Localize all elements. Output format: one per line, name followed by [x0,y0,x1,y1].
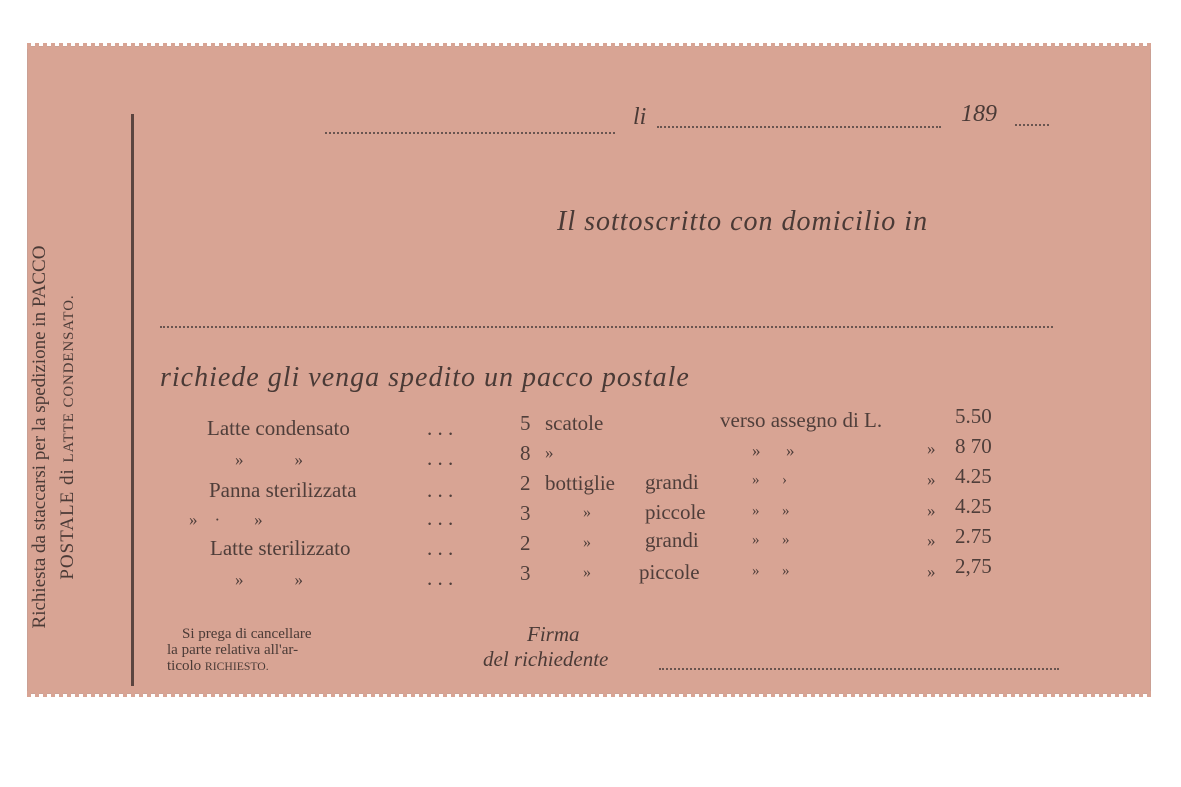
row-qty: 8 [520,441,531,465]
row-unit: scatole [545,411,604,435]
row-dots: . . . [427,416,454,440]
row-product: Latte condensato [207,416,350,440]
row-dots: . . . [427,446,454,470]
vertical-rule [131,114,134,686]
row-unit: » [583,504,591,521]
year-label: 189 [961,101,997,127]
row-size: grandi [645,470,699,494]
year-blank[interactable] [1015,112,1049,126]
row-mark: » [927,562,936,581]
row-dots: . . . [427,536,454,560]
signature-blank[interactable] [659,654,1059,670]
row-dots: . . . [427,478,454,502]
side-caption-line1: Richiesta da staccarsi per la spedizione in PACCO [29,245,50,629]
cancel-note-line2: la parte relativa all'ar- [167,642,299,658]
row-terms: » » [752,441,795,460]
row-terms: » » [752,532,790,548]
row-mark: » [927,439,936,458]
row-qty: 3 [520,561,531,585]
signature-label-line2: del richiedente [483,647,609,671]
row-unit: » [545,443,554,462]
row-size: grandi [645,528,699,552]
side-caption [26,137,88,737]
row-price: 2.75 [955,524,992,548]
row-mark: » [927,470,936,489]
row-terms: » » [752,563,790,579]
cancel-note-line3: ticolo RICHIESTO. [167,658,269,674]
row-qty: 3 [520,501,531,525]
row-mark: » [927,501,936,520]
row-price: 8 70 [955,434,992,458]
row-terms: » » [752,503,790,519]
row-product: » · » [189,510,263,529]
signature-label-line1: Firma [527,622,580,646]
row-size: piccole [645,500,706,524]
row-mark: » [927,531,936,550]
row-qty: 5 [520,411,531,435]
side-caption-line2: POSTALE di LATTE CONDENSATO. [57,294,78,580]
row-unit: » [583,564,591,581]
row-terms: » › [752,472,787,488]
request-text: richiede gli venga spedito un pacco postale [160,362,690,393]
domicile-blank[interactable] [160,312,1053,328]
row-unit: » [583,534,591,551]
row-unit: bottiglie [545,471,615,495]
date-blank[interactable] [657,114,941,128]
postal-request-card [27,46,1151,694]
row-price: 4.25 [955,464,992,488]
row-dots: . . . [427,506,454,530]
row-price: 5.50 [955,404,992,428]
row-qty: 2 [520,531,531,555]
li-label: li [633,104,647,130]
row-price: 4.25 [955,494,992,518]
intro-text: Il sottoscritto con domicilio in [557,206,929,237]
cancel-note-line1: Si prega di cancellare [182,626,312,642]
row-qty: 2 [520,471,531,495]
row-price: 2,75 [955,554,992,578]
row-dots: . . . [427,566,454,590]
row-product: Latte sterilizzato [210,536,351,560]
row-product: » » [235,450,303,469]
row-product: Panna sterilizzata [209,478,357,502]
place-blank[interactable] [325,118,615,134]
row-size: piccole [639,560,700,584]
row-product: » » [235,570,303,589]
row-terms: verso assegno di L. [720,408,883,432]
